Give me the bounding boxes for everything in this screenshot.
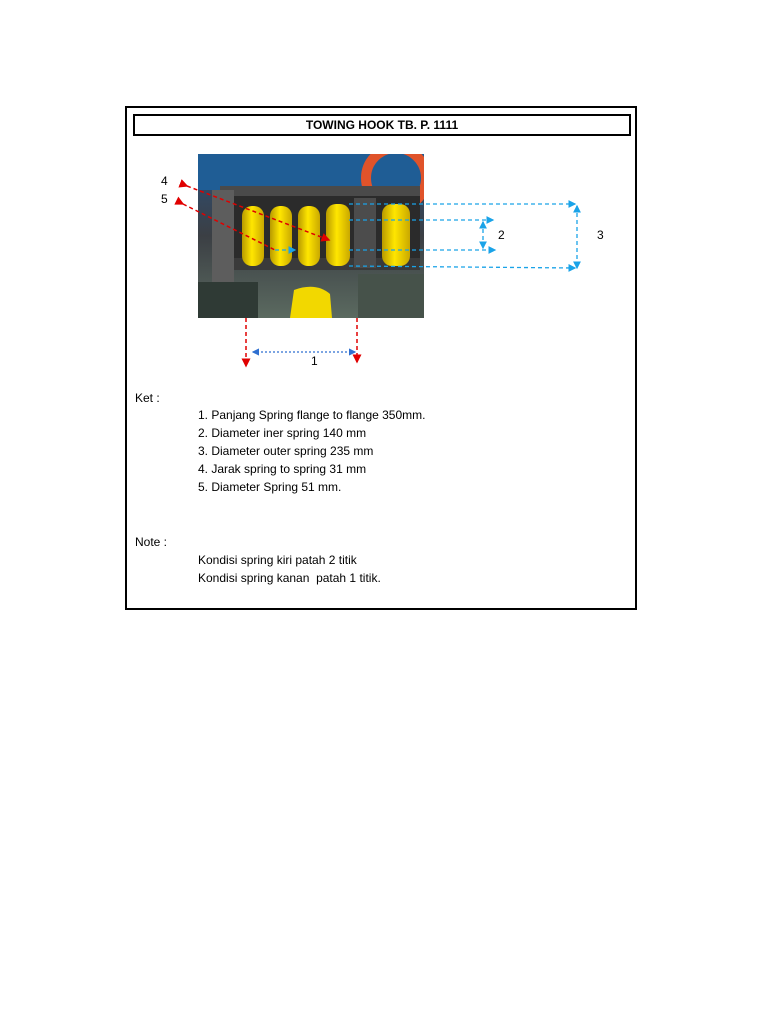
list-item: 4. Jarak spring to spring 31 mm bbox=[198, 462, 367, 476]
callout-3: 3 bbox=[597, 228, 604, 242]
list-item: 5. Diameter Spring 51 mm. bbox=[198, 480, 342, 494]
list-item: 1. Panjang Spring flange to flange 350mm. bbox=[198, 408, 426, 422]
callout-4: 4 bbox=[161, 174, 168, 188]
note-list bbox=[198, 551, 381, 587]
callout-2: 2 bbox=[498, 228, 505, 242]
callout-5: 5 bbox=[161, 192, 168, 206]
ket-list bbox=[198, 406, 425, 496]
document-title: TOWING HOOK TB. P. 1111 bbox=[133, 114, 631, 136]
list-item: Kondisi spring kiri patah 2 titik bbox=[198, 553, 357, 567]
note-label: Note : bbox=[135, 535, 168, 549]
list-item: 2. Diameter iner spring 140 mm bbox=[198, 426, 367, 440]
document-frame bbox=[125, 106, 637, 610]
list-item: 3. Diameter outer spring 235 mm bbox=[198, 444, 374, 458]
towing-hook-photo bbox=[198, 154, 424, 318]
list-item: Kondisi spring kanan patah 1 titik. bbox=[198, 571, 381, 585]
callout-1: 1 bbox=[311, 354, 318, 368]
ket-label: Ket : bbox=[135, 391, 160, 405]
